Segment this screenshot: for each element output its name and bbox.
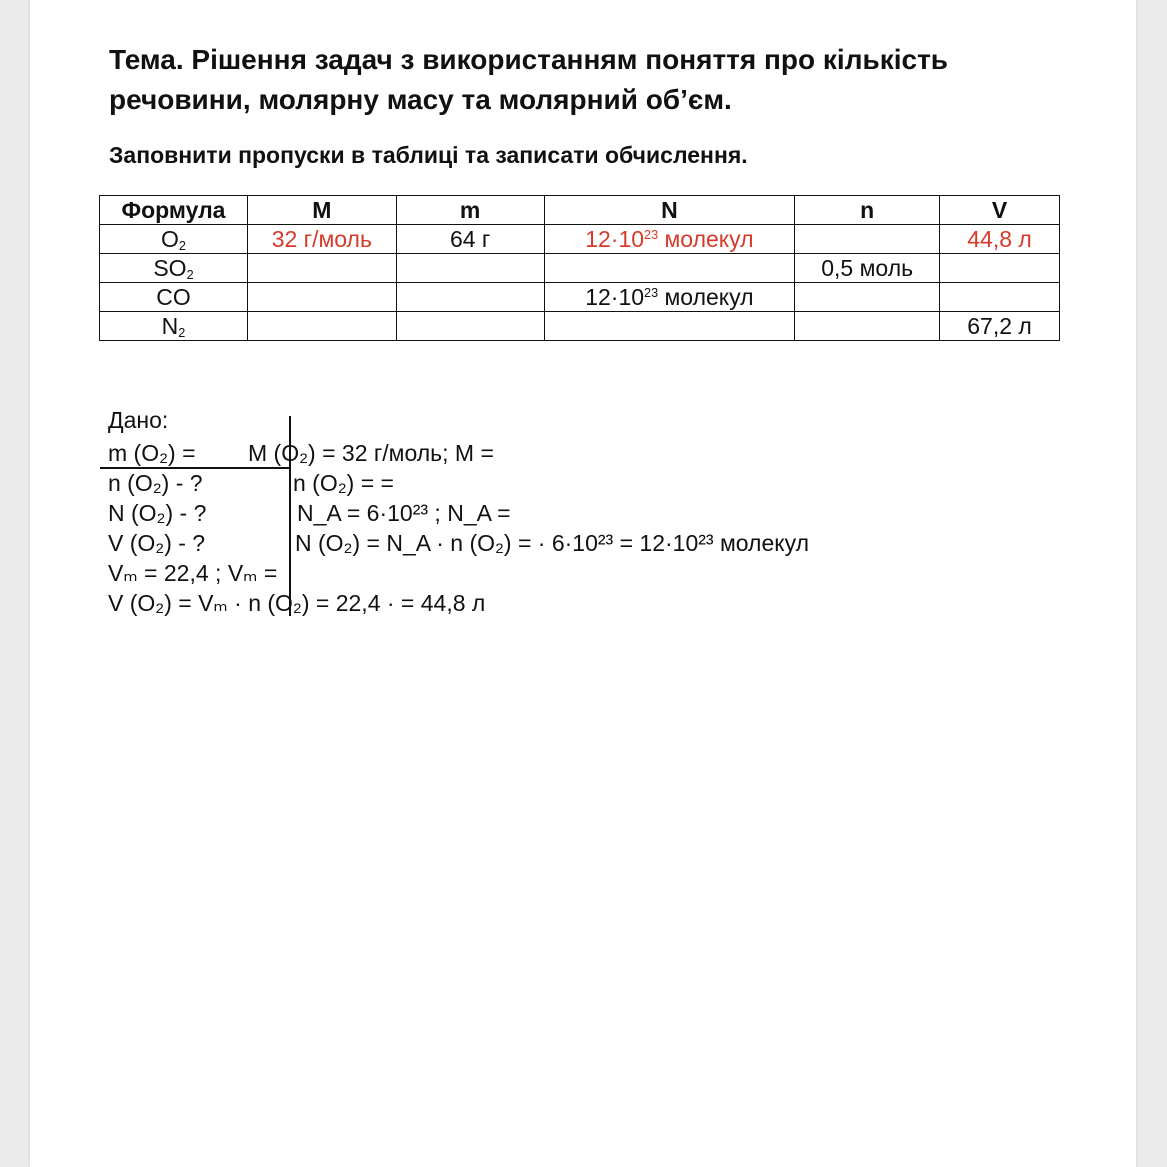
cell-formula: CO [100,283,248,312]
header-mass: m [396,196,544,225]
task-instruction: Заповнити пропуски в таблиці та записати обчислення. [109,142,748,168]
particles-calculation: N (O₂) = N_A · n (O₂) = · 6·10²³ = 12·10²³ молекул [295,530,809,556]
cell-formula: $O_2$ [100,225,248,254]
cell-volume: 44,8 л [940,225,1060,254]
header-molar-mass: M [247,196,396,225]
header-particles: N [544,196,795,225]
cell-mass: 64 г [396,225,544,254]
avogadro-line: N_A = 6·10²³ ; N_A = [297,500,511,526]
given-mass: m (O₂) = [108,440,196,466]
cell-amount: 0,5 моль [795,254,940,283]
volume-calculation: V (O₂) = Vₘ · n (O₂) = 22,4 · = 44,8 л [108,590,486,616]
cell-particles: $12\cdot 10^{23}$ молекул [544,225,795,254]
cell-particles: $12\cdot 10^{23}$ молекул [544,283,795,312]
cell-formula: $N_2$ [100,312,248,341]
solution-section [30,0,1136,1167]
cell-volume: 67,2 л [940,312,1060,341]
molar-volume: Vₘ = 22,4 ; Vₘ = [108,560,278,586]
given-label: Дано: [108,407,169,433]
page-title: Тема. Рішення задач з використанням поняття про кількість речовини, молярну масу та молярний об’єм. [109,44,948,115]
amount-calculation: n (O₂) = = [293,470,394,496]
document-page [30,0,1136,1167]
molar-mass-line: M (O₂) = 32 г/моль; M = [248,440,494,466]
find-amount: n (O₂) - ? [108,470,203,496]
header-formula: Формула [100,196,248,225]
find-particles: N (O₂) - ? [108,500,207,526]
cell-molar-mass: 32 г/моль [247,225,396,254]
find-volume: V (O₂) - ? [108,530,206,556]
cell-formula: $SO_2$ [100,254,248,283]
header-amount: n [795,196,940,225]
header-volume: V [940,196,1060,225]
